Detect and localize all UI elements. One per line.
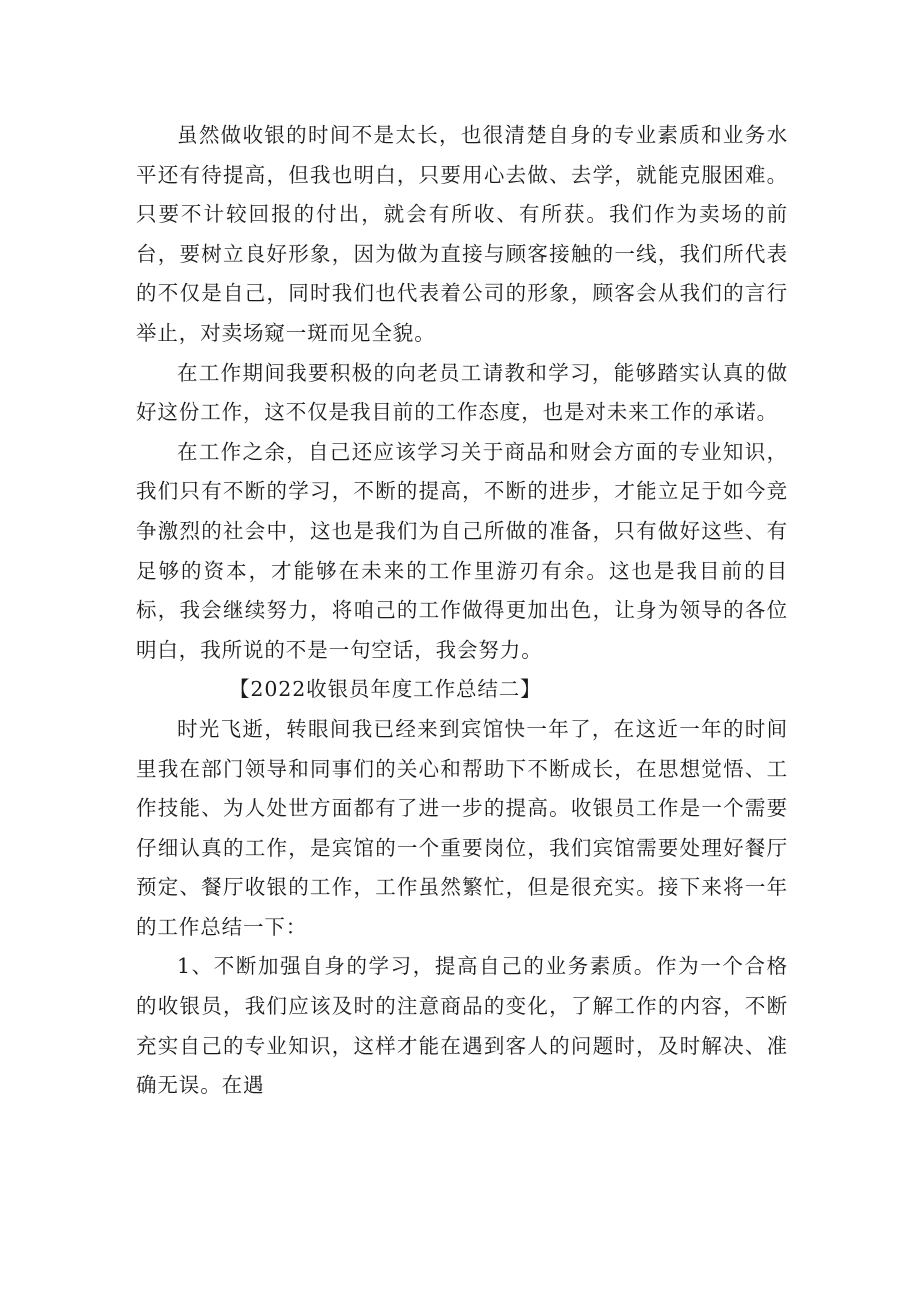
paragraph: 在工作之余，自己还应该学习关于商品和财会方面的专业知识，我们只有不断的学习，不断的提高，不断的进步，才能立足于如今竞争激烈的社会中，这也是我们为自己所做的准备，只有做好这些、有足够的资本，才能够在未来的工作里游刃有余。这也是我目前的目标，我会继续努力，将咱己的工作做得更加出色，让身为领导的各位明白，我所说的不是一句空话，我会努力。 xyxy=(136,439,788,662)
paragraph: 在工作期间我要积极的向老员工请教和学习，能够踏实认真的做好这份工作，这不仅是我目前的工作态度，也是对未来工作的承诺。 xyxy=(136,360,788,425)
document-body xyxy=(136,116,788,1106)
paragraph: 虽然做收银的时间不是太长，也很清楚自身的专业素质和业务水平还有待提高，但我也明白，只要用心去做、去学，就能克服困难。只要不计较回报的付出，就会有所收、有所获。我们作为卖场的前台，要树立良好形象，因为做为直接与顾客接触的一线，我们所代表的不仅是自己，同时我们也代表着公司的形象，顾客会从我们的言行举止，对卖场窥一斑而见全貌。 xyxy=(136,123,788,345)
paragraph: 1、不断加强自身的学习，提高自己的业务素质。作为一个合格的收银员，我们应该及时的注意商品的变化，了解工作的内容，不断充实自己的专业知识，这样才能在遇到客人的问题时，及时解决、准确无误。在遇 xyxy=(136,954,788,1098)
paragraph: 时光飞逝，转眼间我已经来到宾馆快一年了，在这近一年的时间里我在部门领导和同事们的关心和帮助下不断成长，在思想觉悟、工作技能、为人处世方面都有了进一步的提高。收银员工作是一个需要仔细认真的工作，是宾馆的一个重要岗位，我们宾馆需要处理好餐厅预定、餐厅收银的工作，工作虽然繁忙，但是很充实。接下来将一年的工作总结一下： xyxy=(136,716,788,939)
section-heading: 【2022收银员年度工作总结二】 xyxy=(229,677,542,702)
